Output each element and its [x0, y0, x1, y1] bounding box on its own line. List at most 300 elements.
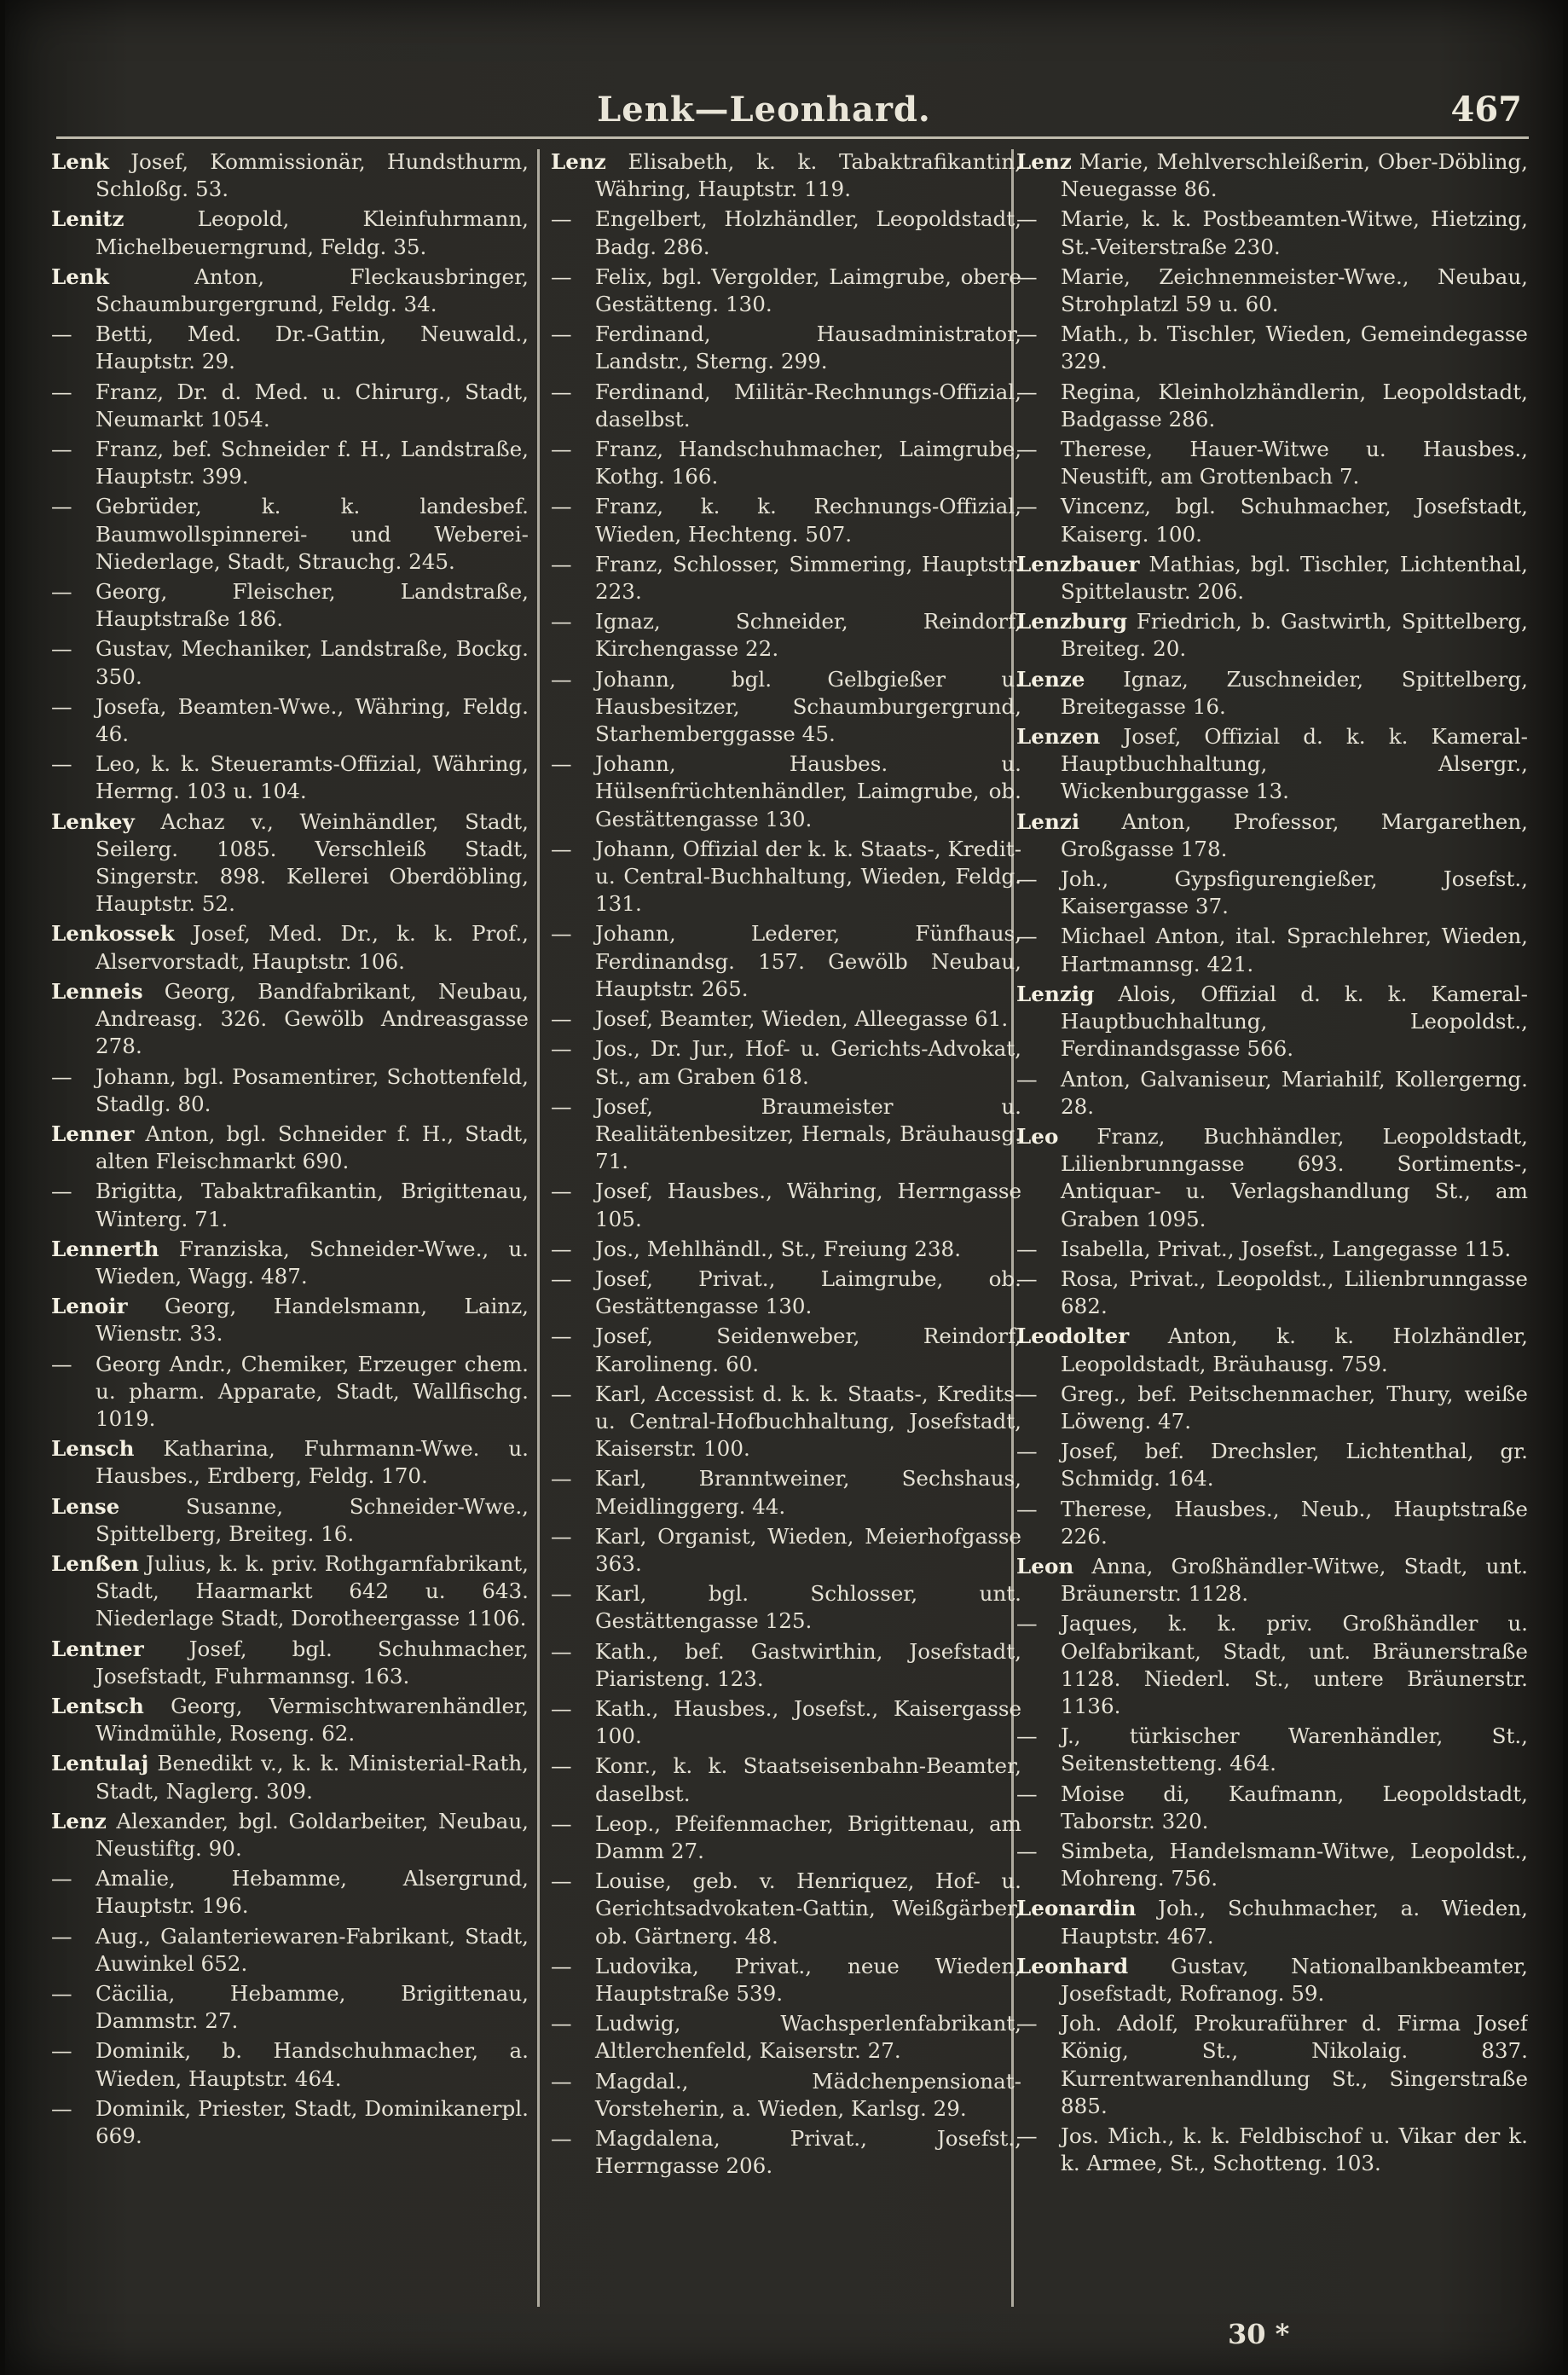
entry-text: Math., b. Tischler, Wieden, Gemeindegasse 329.: [1061, 321, 1528, 374]
entry-text: Anton, k. k. Holzhändler, Leopoldstadt, Bräuhausg. 759.: [1061, 1324, 1528, 1376]
entry-text: Franz, k. k. Rechnungs-Offizial, Wieden, Hechteng. 507.: [595, 494, 1021, 547]
ditto-dash: —: [51, 2095, 72, 2121]
entry-surname: Lenzi: [1016, 808, 1080, 834]
directory-entry: [1016, 551, 1528, 605]
entry-text: Kath., Hausbes., Josefst., Kaisergasse 100.: [595, 1695, 1021, 1749]
entry-text: Josef, bgl. Schuhmacher, Josefstadt, Fuhrmannsg. 163.: [95, 1636, 529, 1689]
entry-text: Felix, bgl. Vergolder, Laimgrube, obere Gestätteng. 130.: [595, 264, 1021, 317]
directory-entry: [1016, 723, 1528, 806]
entry-surname: Lenzen: [1016, 724, 1101, 750]
directory-subentry: [551, 493, 1021, 547]
entry-text: Julius, k. k. priv. Rothgarnfabrikant, Stadt, Haarmarkt 642 u. 643. Niederlage Stadt, Dorotheergasse 1106.: [95, 1550, 529, 1631]
column-divider: [537, 149, 540, 2307]
ditto-dash: —: [1016, 2011, 1038, 2036]
ditto-dash: —: [51, 1981, 72, 2006]
directory-subentry: [551, 1465, 1021, 1520]
entry-text: Therese, Hausbes., Neub., Hauptstraße 226.: [1061, 1496, 1528, 1549]
ditto-dash: —: [551, 2126, 572, 2152]
entry-surname: Lenoir: [51, 1294, 128, 1319]
ditto-dash: —: [551, 666, 572, 692]
entry-text: Kath., bef. Gastwirthin, Josefstadt, Piaristeng. 123.: [595, 1638, 1021, 1691]
directory-subentry: [51, 750, 529, 805]
directory-subentry: [1016, 493, 1528, 547]
entry-text: Johann, bgl. Posamentirer, Schottenfeld, Stadlg. 80.: [95, 1063, 529, 1116]
directory-subentry: [1016, 379, 1528, 433]
entry-surname: Lenzig: [1016, 981, 1095, 1006]
directory-subentry: [51, 436, 529, 490]
entry-surname: Lenßen: [51, 1550, 140, 1576]
directory-entry: [1016, 1553, 1528, 1607]
entry-text: Friedrich, b. Gastwirth, Spittelberg, Breiteg. 20.: [1061, 609, 1528, 662]
ditto-dash: —: [1016, 1496, 1038, 1521]
ditto-dash: —: [51, 1179, 72, 1204]
ditto-dash: —: [51, 2038, 72, 2064]
directory-subentry: [551, 1178, 1021, 1232]
directory-subentry: [551, 1953, 1021, 2007]
entry-text: Leop., Pfeifenmacher, Brigittenau, am Damm 27.: [595, 1810, 1021, 1863]
entry-surname: Lenk: [51, 264, 109, 289]
directory-subentry: [551, 666, 1021, 749]
entry-surname: Lenner: [51, 1121, 135, 1146]
directory-subentry: [551, 436, 1021, 490]
directory-subentry: [51, 1063, 529, 1118]
page-number: 467: [1450, 90, 1522, 130]
directory-subentry: [1016, 264, 1528, 318]
directory-entry: [51, 148, 529, 203]
directory-subentry: [551, 1381, 1021, 1463]
entry-text: Ferdinand, Militär-Rechnungs-Offizial, daselbst.: [595, 379, 1021, 432]
entry-text: Josef, Braumeister u. Realitätenbesitzer, Hernals, Bräuhausg. 71.: [595, 1093, 1021, 1174]
entry-text: Franz, bef. Schneider f. H., Landstraße, Hauptstr. 399.: [95, 437, 529, 489]
directory-subentry: [551, 1323, 1021, 1377]
ditto-dash: —: [551, 921, 572, 947]
ditto-dash: —: [551, 264, 572, 289]
ditto-dash: —: [551, 1868, 572, 1894]
ditto-dash: —: [551, 1381, 572, 1406]
directory-subentry: [1016, 321, 1528, 375]
entry-text: Regina, Kleinholzhändlerin, Leopoldstadt, Badgasse 286.: [1061, 379, 1528, 432]
directory-subentry: [551, 379, 1021, 433]
entry-text: Karl, Organist, Wieden, Meierhofgasse 363.: [595, 1523, 1021, 1576]
directory-entry: [51, 1750, 529, 1804]
directory-entry: [1016, 1895, 1528, 1949]
entry-text: Vincenz, bgl. Schuhmacher, Josefstadt, Kaiserg. 100.: [1061, 494, 1528, 547]
directory-subentry: [51, 578, 529, 633]
directory-subentry: [51, 379, 529, 433]
directory-page: [5, 0, 1563, 2375]
directory-subentry: [551, 750, 1021, 833]
ditto-dash: —: [1016, 264, 1038, 289]
ditto-dash: —: [551, 609, 572, 634]
directory-subentry: [51, 2095, 529, 2150]
ditto-dash: —: [551, 751, 572, 777]
entry-text: Franz, Dr. d. Med. u. Chirurg., Stadt, Neumarkt 1054.: [95, 379, 529, 432]
entry-text: Cäcilia, Hebamme, Brigittenau, Dammstr. 27.: [95, 1981, 529, 2034]
directory-subentry: [1016, 866, 1528, 920]
signature-mark: 30 *: [1228, 2318, 1290, 2350]
ditto-dash: —: [551, 1753, 572, 1779]
ditto-dash: —: [551, 1953, 572, 1978]
entry-text: Johann, bgl. Gelbgießer u. Hausbesitzer, Schaumburgergrund, Starhemberggasse 45.: [595, 666, 1021, 747]
ditto-dash: —: [51, 437, 72, 462]
ditto-dash: —: [51, 751, 72, 777]
entry-text: Anton, Fleckausbringer, Schaumburgergrund, Feldg. 34.: [95, 264, 529, 317]
directory-subentry: [551, 1266, 1021, 1320]
entry-text: Anton, Galvaniseur, Mariahilf, Kollergerng. 28.: [1061, 1066, 1528, 1119]
entry-text: Josef, Privat., Laimgrube, ob. Gestättengasse 130.: [595, 1266, 1021, 1319]
entry-text: Elisabeth, k. k. Tabaktrafikantin, Währing, Hauptstr. 119.: [595, 149, 1021, 202]
entry-text: Karl, Branntweiner, Sechshaus, Meidlinggerg. 44.: [595, 1466, 1021, 1519]
entry-text: Amalie, Hebamme, Alsergrund, Hauptstr. 196.: [95, 1866, 529, 1919]
entry-text: Josef, Offizial d. k. k. Kameral-Hauptbuchhaltung, Alsergr., Wickenburggasse 13.: [1061, 724, 1528, 804]
directory-subentry: [51, 1351, 529, 1434]
entry-surname: Lenz: [51, 1808, 107, 1833]
directory-subentry: [551, 1236, 1021, 1263]
directory-entry: [51, 264, 529, 318]
directory-subentry: [551, 1093, 1021, 1176]
ditto-dash: —: [51, 1351, 72, 1376]
ditto-dash: —: [1016, 1066, 1038, 1092]
directory-entry: [1016, 808, 1528, 863]
entry-text: Magdal., Mädchenpensionat-Vorsteherin, a. Wieden, Karlsg. 29.: [595, 2068, 1021, 2121]
ditto-dash: —: [51, 579, 72, 605]
directory-subentry: [1016, 923, 1528, 977]
entry-text: Leopold, Kleinfuhrmann, Michelbeuerngrund, Feldg. 35.: [95, 206, 529, 259]
ditto-dash: —: [551, 1523, 572, 1549]
entry-text: Joh. Adolf, Prokuraführer d. Firma Josef König, St., Nikolaig. 837. Kurrentwarenhandlung St., Singerstraße 885.: [1061, 2011, 1528, 2118]
entry-surname: Lentulaj: [51, 1751, 149, 1776]
ditto-dash: —: [551, 1236, 572, 1261]
directory-subentry: [1016, 206, 1528, 260]
entry-text: Josefa, Beamten-Wwe., Währing, Feldg. 46.: [95, 693, 529, 747]
directory-entry: [1016, 1953, 1528, 2007]
directory-subentry: [51, 1923, 529, 1978]
entry-text: Alexander, bgl. Goldarbeiter, Neubau, Neustiftg. 90.: [95, 1808, 529, 1861]
entry-text: Gustav, Mechaniker, Landstraße, Bockg. 350.: [95, 636, 529, 689]
entry-surname: Lentner: [51, 1636, 144, 1661]
directory-entry: [551, 148, 1021, 203]
entry-text: Ludwig, Wachsperlenfabrikant, Altlerchenfeld, Kaiserstr. 27.: [595, 2011, 1021, 2064]
entry-text: Jos., Dr. Jur., Hof- u. Gerichts-Advokat, St., am Graben 618.: [595, 1036, 1021, 1089]
ditto-dash: —: [51, 693, 72, 719]
entry-surname: Leodolter: [1016, 1324, 1130, 1349]
directory-entry: [51, 206, 529, 260]
entry-text: Jaques, k. k. priv. Großhändler u. Oelfabrikant, Stadt, unt. Bräunerstraße 1128. Niederl. St., untere Bräunerstr. 1136.: [1061, 1611, 1528, 1718]
entry-text: Anton, Professor, Margarethen, Großgasse 178.: [1061, 808, 1528, 861]
directory-entry: [51, 1550, 529, 1633]
ditto-dash: —: [1016, 1611, 1038, 1636]
ditto-dash: —: [1016, 866, 1038, 892]
entry-text: Simbeta, Handelsmann-Witwe, Leopoldst., Mohreng. 756.: [1061, 1838, 1528, 1891]
ditto-dash: —: [1016, 1439, 1038, 1464]
directory-subentry: [51, 321, 529, 375]
entry-text: Brigitta, Tabaktrafikantin, Brigittenau, Winterg. 71.: [95, 1179, 529, 1231]
entry-surname: Lenk: [51, 149, 109, 174]
entry-surname: Lensch: [51, 1436, 135, 1462]
directory-subentry: [551, 608, 1021, 663]
directory-entry: [51, 920, 529, 975]
ditto-dash: —: [551, 1179, 572, 1204]
entry-text: Isabella, Privat., Josefst., Langegasse 115.: [1061, 1236, 1512, 1261]
directory-subentry: [551, 1868, 1021, 1950]
entry-text: Jos. Mich., k. k. Feldbischof u. Vikar der k. k. Armee, St., Schotteng. 103.: [1061, 2123, 1528, 2176]
directory-subentry: [51, 1980, 529, 2035]
directory-subentry: [551, 206, 1021, 260]
ditto-dash: —: [551, 2068, 572, 2094]
entry-surname: Lenzbauer: [1016, 551, 1140, 576]
entry-surname: Leon: [1016, 1553, 1074, 1579]
directory-subentry: [551, 1695, 1021, 1750]
entry-surname: Lenkey: [51, 808, 135, 834]
entry-text: Georg, Bandfabrikant, Neubau, Andreasg. 326. Gewölb Andreasgasse 278.: [95, 978, 529, 1059]
ditto-dash: —: [551, 494, 572, 519]
entry-text: Franz, Schlosser, Simmering, Hauptstr. 223.: [595, 551, 1021, 605]
directory-subentry: [551, 551, 1021, 605]
entry-surname: Lenz: [551, 149, 606, 174]
directory-subentry: [551, 1035, 1021, 1090]
directory-subentry: [551, 2068, 1021, 2123]
entry-text: Anton, bgl. Schneider f. H., Stadt, alten Fleischmarkt 690.: [95, 1121, 529, 1174]
entry-text: Benedikt v., k. k. Ministerial-Rath, Stadt, Naglerg. 309.: [95, 1751, 529, 1804]
ditto-dash: —: [1016, 1236, 1038, 1261]
page-header: [5, 90, 1563, 141]
ditto-dash: —: [1016, 1838, 1038, 1863]
ditto-dash: —: [551, 437, 572, 462]
directory-entry: [51, 1636, 529, 1690]
column-1: [51, 147, 529, 2313]
directory-subentry: [1016, 1781, 1528, 1835]
directory-subentry: [551, 1638, 1021, 1693]
directory-subentry: [1016, 1496, 1528, 1550]
entry-surname: Lenneis: [51, 978, 143, 1004]
directory-subentry: [551, 1005, 1021, 1033]
ditto-dash: —: [1016, 2123, 1038, 2149]
directory-entry: [51, 1293, 529, 1347]
directory-entry: [1016, 1323, 1528, 1377]
entry-text: Dominik, b. Handschuhmacher, a. Wieden, Hauptstr. 464.: [95, 2038, 529, 2091]
entry-text: Franz, Buchhändler, Leopoldstadt, Lilienbrunngasse 693. Sortiments-, Antiquar- u. Verlagshandlung St., am Graben 1095.: [1061, 1123, 1528, 1231]
entry-text: Moise di, Kaufmann, Leopoldstadt, Taborstr. 320.: [1061, 1781, 1528, 1833]
entry-text: Leo, k. k. Steueramts-Offizial, Währing, Herrng. 103 u. 104.: [95, 751, 529, 804]
ditto-dash: —: [1016, 1723, 1038, 1749]
ditto-dash: —: [551, 1581, 572, 1607]
ditto-dash: —: [51, 494, 72, 519]
entry-text: Rosa, Privat., Leopoldst., Lilienbrunngasse 682.: [1061, 1266, 1528, 1319]
entry-text: Marie, Mehlverschleißerin, Ober-Döbling, Neuegasse 86.: [1061, 149, 1528, 202]
directory-subentry: [1016, 1381, 1528, 1435]
entry-text: Greg., bef. Peitschenmacher, Thury, weiße Löweng. 47.: [1061, 1381, 1528, 1434]
ditto-dash: —: [551, 1093, 572, 1119]
entry-text: Engelbert, Holzhändler, Leopoldstadt, Badg. 286.: [595, 206, 1021, 259]
entry-text: Konr., k. k. Staatseisenbahn-Beamter, daselbst.: [595, 1753, 1021, 1806]
directory-subentry: [551, 2010, 1021, 2065]
directory-subentry: [1016, 1236, 1528, 1263]
ditto-dash: —: [51, 1866, 72, 1891]
running-head: Lenk—Leonhard.: [597, 90, 931, 130]
ditto-dash: —: [551, 836, 572, 861]
ditto-dash: —: [551, 1695, 572, 1721]
directory-entry: [51, 1121, 529, 1175]
directory-entry: [51, 1236, 529, 1290]
entry-text: J., türkischer Warenhändler, St., Seitenstetteng. 464.: [1061, 1723, 1528, 1776]
directory-entry: [1016, 981, 1528, 1063]
directory-entry: [1016, 1123, 1528, 1233]
ditto-dash: —: [1016, 321, 1038, 347]
entry-text: Josef, Seidenweber, Reindorf, Karolineng. 60.: [595, 1324, 1021, 1376]
directory-entry: [1016, 608, 1528, 663]
ditto-dash: —: [51, 379, 72, 404]
entry-text: Alois, Offizial d. k. k. Kameral-Hauptbuchhaltung, Leopoldst., Ferdinandsgasse 566.: [1061, 981, 1528, 1062]
directory-subentry: [1016, 1838, 1528, 1892]
directory-subentry: [51, 493, 529, 576]
ditto-dash: —: [51, 1923, 72, 1949]
entry-text: Joh., Gypsfigurengießer, Josefst., Kaisergasse 37.: [1061, 866, 1528, 919]
entry-surname: Lenitz: [51, 206, 124, 232]
directory-entry: [1016, 666, 1528, 721]
entry-text: Michael Anton, ital. Sprachlehrer, Wieden, Hartmannsg. 421.: [1061, 924, 1528, 976]
directory-subentry: [551, 1752, 1021, 1807]
entry-text: Ludovika, Privat., neue Wieden, Hauptstraße 539.: [595, 1953, 1021, 2006]
directory-subentry: [51, 1865, 529, 1920]
ditto-dash: —: [551, 1006, 572, 1032]
entry-text: Gebrüder, k. k. landesbef. Baumwollspinnerei- und Weberei-Niederlage, Stadt, Strauchg. 245.: [95, 494, 529, 574]
ditto-dash: —: [551, 1638, 572, 1664]
entry-text: Gustav, Nationalbankbeamter, Josefstadt, Rofranog. 59.: [1061, 1953, 1528, 2006]
entry-text: Josef, Beamter, Wieden, Alleegasse 61.: [595, 1006, 1009, 1032]
ditto-dash: —: [551, 2011, 572, 2036]
entry-text: Marie, Zeichnenmeister-Wwe., Neubau, Strohplatzl 59 u. 60.: [1061, 264, 1528, 317]
entry-text: Ferdinand, Hausadministrator, Landstr., Sterng. 299.: [595, 321, 1021, 374]
ditto-dash: —: [551, 1810, 572, 1836]
entry-text: Susanne, Schneider-Wwe., Spittelberg, Breiteg. 16.: [95, 1493, 529, 1546]
directory-subentry: [51, 693, 529, 748]
header-rule: [56, 136, 1529, 139]
entry-text: Georg, Handelsmann, Lainz, Wienstr. 33.: [95, 1294, 529, 1347]
entry-text: Georg Andr., Chemiker, Erzeuger chem. u. pharm. Apparate, Stadt, Wallfischg. 1019.: [95, 1351, 529, 1431]
directory-subentry: [1016, 1438, 1528, 1492]
entry-text: Johann, Hausbes. u. Hülsenfrüchtenhändler, Laimgrube, ob. Gestättengasse 130.: [595, 751, 1021, 831]
ditto-dash: —: [51, 1063, 72, 1089]
entry-text: Franz, Handschuhmacher, Laimgrube, Kothg. 166.: [595, 437, 1021, 489]
entry-surname: Lenkossek: [51, 921, 175, 947]
entry-surname: Leonhard: [1016, 1953, 1129, 1978]
directory-subentry: [1016, 1723, 1528, 1777]
entry-surname: Lenzburg: [1016, 609, 1128, 634]
entry-text: Mathias, bgl. Tischler, Lichtenthal, Spittelaustr. 206.: [1061, 551, 1528, 605]
entry-text: Georg, Fleischer, Landstraße, Hauptstraße 186.: [95, 579, 529, 632]
directory-subentry: [1016, 2010, 1528, 2120]
entry-surname: Leo: [1016, 1123, 1059, 1149]
directory-subentry: [551, 1580, 1021, 1635]
entry-text: Aug., Galanteriewaren-Fabrikant, Stadt, Auwinkel 652.: [95, 1923, 529, 1976]
entry-text: Katharina, Fuhrmann-Wwe. u. Hausbes., Erdberg, Feldg. 170.: [95, 1436, 529, 1489]
directory-subentry: [51, 2037, 529, 2092]
directory-subentry: [1016, 1066, 1528, 1121]
directory-subentry: [551, 836, 1021, 918]
entry-text: Dominik, Priester, Stadt, Dominikanerpl. 669.: [95, 2095, 529, 2149]
entry-text: Joh., Schuhmacher, a. Wieden, Hauptstr. 467.: [1061, 1896, 1528, 1949]
ditto-dash: —: [51, 321, 72, 347]
ditto-dash: —: [1016, 494, 1038, 519]
entry-surname: Lennerth: [51, 1236, 159, 1261]
entry-text: Ignaz, Schneider, Reindorf, Kirchengasse 22.: [595, 609, 1021, 662]
directory-subentry: [1016, 2123, 1528, 2177]
entry-surname: Lenze: [1016, 666, 1085, 692]
directory-entry: [51, 808, 529, 918]
entry-text: Josef, Hausbes., Währing, Herrngasse 105.: [595, 1179, 1021, 1231]
directory-entry: [51, 1693, 529, 1747]
ditto-dash: —: [1016, 1381, 1038, 1406]
entry-surname: Lense: [51, 1493, 120, 1519]
ditto-dash: —: [551, 551, 572, 576]
directory-entry: [1016, 148, 1528, 203]
directory-subentry: [1016, 436, 1528, 490]
entry-surname: Leonardin: [1016, 1896, 1137, 1921]
ditto-dash: —: [1016, 206, 1038, 232]
directory-subentry: [551, 264, 1021, 318]
ditto-dash: —: [551, 321, 572, 347]
entry-text: Marie, k. k. Postbeamten-Witwe, Hietzing, St.-Veiterstraße 230.: [1061, 206, 1528, 259]
directory-entry: [51, 978, 529, 1061]
ditto-dash: —: [551, 206, 572, 232]
entry-text: Anna, Großhändler-Witwe, Stadt, unt. Bräunerstr. 1128.: [1061, 1553, 1528, 1607]
directory-subentry: [551, 1523, 1021, 1578]
directory-subentry: [551, 2125, 1021, 2180]
entry-text: Josef, Med. Dr., k. k. Prof., Alservorstadt, Hauptstr. 106.: [95, 921, 529, 974]
directory-entry: [51, 1435, 529, 1490]
directory-subentry: [51, 635, 529, 690]
entry-text: Ignaz, Zuschneider, Spittelberg, Breitegasse 16.: [1061, 666, 1528, 719]
directory-subentry: [551, 1810, 1021, 1865]
entry-text: Josef, bef. Drechsler, Lichtenthal, gr. Schmidg. 164.: [1061, 1439, 1528, 1492]
directory-subentry: [551, 920, 1021, 1003]
entry-text: Johann, Offizial der k. k. Staats-, Kredit- u. Central-Buchhaltung, Wieden, Feldg. 131.: [595, 836, 1021, 917]
directory-subentry: [551, 321, 1021, 375]
directory-subentry: [51, 1178, 529, 1232]
directory-entry: [51, 1808, 529, 1862]
directory-subentry: [1016, 1610, 1528, 1720]
ditto-dash: —: [1016, 379, 1038, 404]
entry-surname: Lenz: [1016, 149, 1072, 174]
entry-text: Betti, Med. Dr.-Gattin, Neuwald., Hauptstr. 29.: [95, 321, 529, 374]
directory-subentry: [1016, 1266, 1528, 1320]
ditto-dash: —: [551, 1036, 572, 1062]
ditto-dash: —: [1016, 924, 1038, 949]
entry-text: Therese, Hauer-Witwe u. Hausbes., Neustift, am Grottenbach 7.: [1061, 437, 1528, 489]
directory-entry: [51, 1493, 529, 1548]
entry-text: Jos., Mehlhändl., St., Freiung 238.: [595, 1236, 962, 1261]
entry-text: Georg, Vermischtwarenhändler, Windmühle, Roseng. 62.: [95, 1693, 529, 1746]
column-2: [551, 147, 1021, 2313]
ditto-dash: —: [551, 379, 572, 404]
entry-text: Magdalena, Privat., Josefst., Herrngasse 206.: [595, 2126, 1021, 2179]
entry-text: Louise, geb. v. Henriquez, Hof- u. Gerichtsadvokaten-Gattin, Weißgärber, ob. Gärtnerg. 48.: [595, 1868, 1021, 1949]
entry-text: Karl, bgl. Schlosser, unt. Gestättengasse 125.: [595, 1581, 1021, 1634]
entry-text: Franziska, Schneider-Wwe., u. Wieden, Wagg. 487.: [95, 1236, 529, 1289]
entry-text: Karl, Accessist d. k. k. Staats-, Kredits- u. Central-Hofbuchhaltung, Josefstadt, Kaiserstr. 100.: [595, 1381, 1021, 1462]
ditto-dash: —: [551, 1466, 572, 1492]
ditto-dash: —: [551, 1324, 572, 1349]
entry-text: Achaz v., Weinhändler, Stadt, Seilerg. 1085. Verschleiß Stadt, Singerstr. 898. Kellerei Oberdöbling, Hauptstr. 52.: [95, 808, 529, 917]
ditto-dash: —: [1016, 437, 1038, 462]
entry-surname: Lentsch: [51, 1693, 144, 1718]
ditto-dash: —: [551, 1266, 572, 1291]
ditto-dash: —: [1016, 1781, 1038, 1806]
ditto-dash: —: [1016, 1266, 1038, 1291]
entry-text: Josef, Kommissionär, Hundsthurm, Schloßg. 53.: [95, 149, 529, 202]
entry-text: Johann, Lederer, Fünfhaus, Ferdinandsg. 157. Gewölb Neubau, Hauptstr. 265.: [595, 921, 1021, 1001]
ditto-dash: —: [51, 636, 72, 662]
